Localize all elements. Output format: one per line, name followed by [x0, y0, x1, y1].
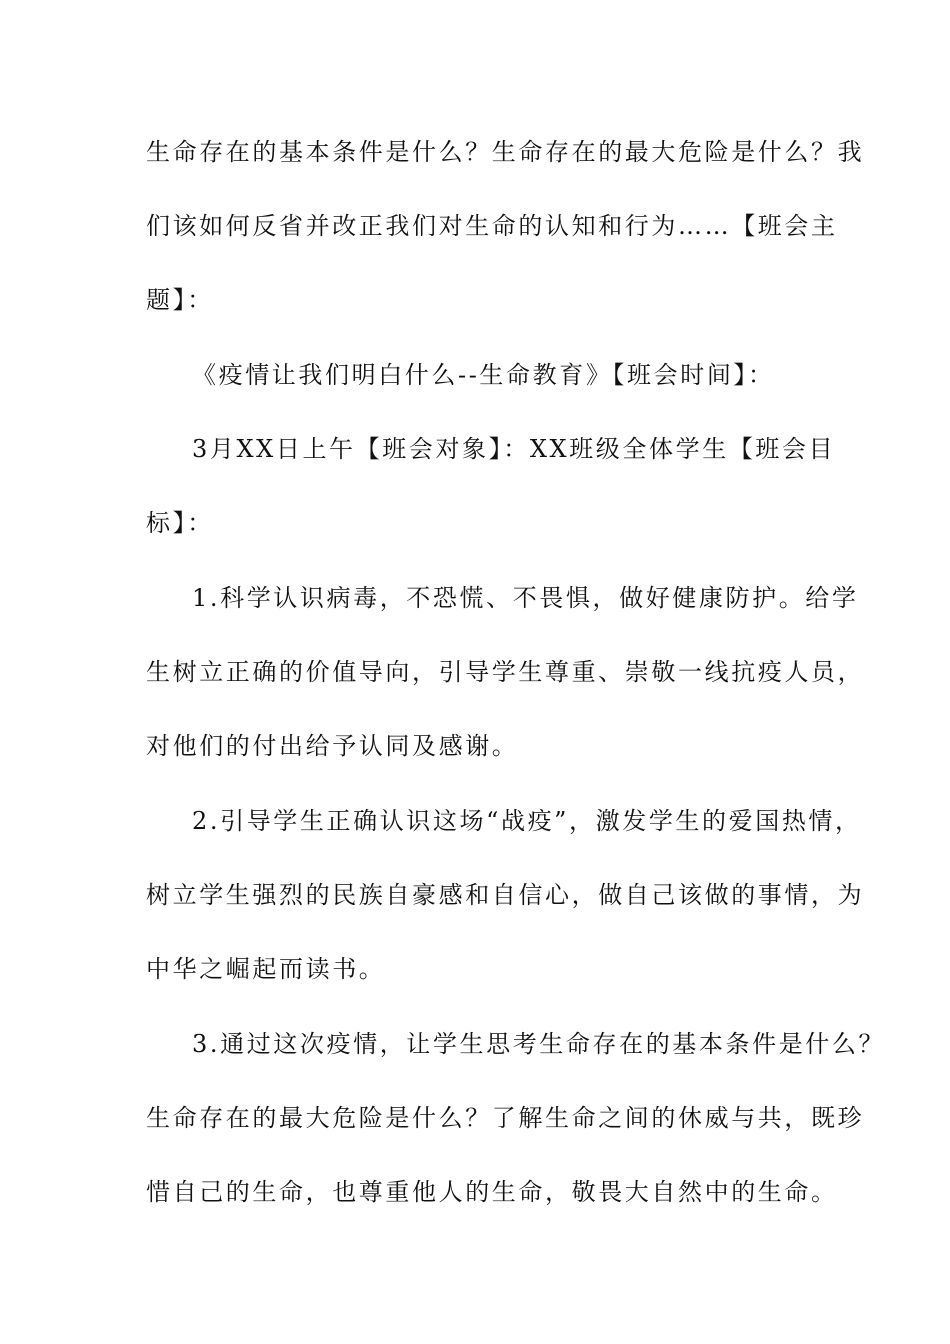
text-line: 们该如何反省并改正我们对生命的认知和行为……【班会主: [146, 212, 838, 240]
text-line: 题】：: [146, 286, 214, 314]
text-line: 生命存在的基本条件是什么？生命存在的最大危险是什么？我: [146, 138, 865, 166]
text-line: 生树立正确的价值导向，引导学生尊重、崇敬一线抗疫人员，: [146, 658, 865, 686]
text-line: 《疫情让我们明白什么--生命教育》【班会时间】：: [192, 361, 775, 389]
text-line: 1.科学认识病毒，不恐慌、不畏惧，做好健康防护。给学: [192, 584, 859, 612]
text-line: 对他们的付出给予认同及感谢。: [146, 732, 519, 760]
text-line: 3月XX日上午【班会对象】：XX班级全体学生【班会目: [192, 435, 836, 463]
text-line: 3.通过这次疫情，让学生思考生命存在的基本条件是什么？: [192, 1030, 886, 1058]
text-line: 2.引导学生正确认识这场“战疫”，激发学生的爱国热情，: [192, 807, 862, 835]
text-line: 生命存在的最大危险是什么？了解生命之间的休威与共，既珍: [146, 1104, 865, 1132]
text-line: 标】：: [146, 509, 214, 537]
text-line: 树立学生强烈的民族自豪感和自信心，做自己该做的事情，为: [146, 881, 865, 909]
text-line: 惜自己的生命，也尊重他人的生命，敬畏大自然中的生命。: [146, 1178, 838, 1206]
text-line: 中华之崛起而读书。: [146, 955, 386, 983]
